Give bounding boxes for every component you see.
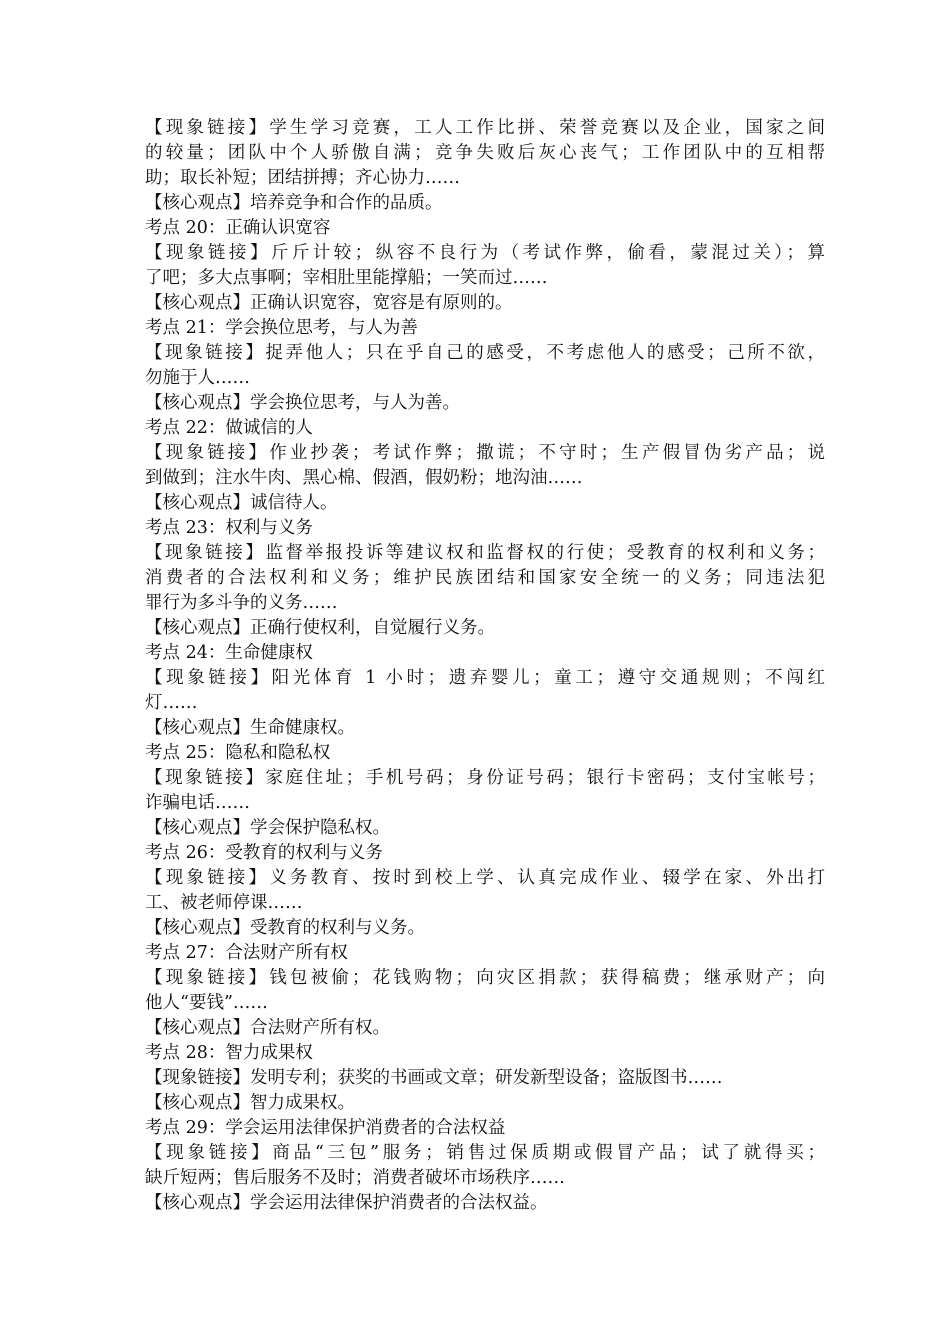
document-body <box>145 116 825 1216</box>
text-line: 的较量；团队中个人骄傲自满；竞争失败后灰心丧气；工作团队中的互相帮 <box>145 143 825 163</box>
text-line: 【核心观点】智力成果权。 <box>145 1093 355 1113</box>
text-line: 助；取长补短；团结拼搏；齐心协力…… <box>145 168 460 188</box>
text-line: 考点 26：受教育的权利与义务 <box>145 843 383 863</box>
text-line: 【核心观点】学会保护隐私权。 <box>145 818 390 838</box>
text-line: 考点 29：学会运用法律保护消费者的合法权益 <box>145 1118 506 1138</box>
text-line: 考点 24：生命健康权 <box>145 643 313 663</box>
text-line: 考点 23：权利与义务 <box>145 518 313 538</box>
text-line: 【核心观点】正确认识宽容，宽容是有原则的。 <box>145 293 513 313</box>
text-line: 【现象链接】家庭住址；手机号码；身份证号码；银行卡密码；支付宝帐号； <box>145 768 825 788</box>
text-line: 诈骗电话…… <box>145 793 250 813</box>
text-line: 【现象链接】商品“三包”服务；销售过保质期或假冒产品；试了就得买； <box>145 1143 825 1163</box>
text-line: 考点 22：做诚信的人 <box>145 418 313 438</box>
text-line: 【现象链接】阳光体育 1 小时；遗弃婴儿；童工；遵守交通规则；不闯红 <box>145 668 825 688</box>
text-line: 【现象链接】钱包被偷；花钱购物；向灾区捐款；获得稿费；继承财产；向 <box>145 968 825 988</box>
text-line: 考点 21：学会换位思考，与人为善 <box>145 318 418 338</box>
text-line: 【核心观点】受教育的权利与义务。 <box>145 918 425 938</box>
text-line: 灯…… <box>145 693 198 713</box>
text-line: 罪行为多斗争的义务…… <box>145 593 338 613</box>
text-line: 考点 25：隐私和隐私权 <box>145 743 331 763</box>
text-line: 【现象链接】监督举报投诉等建议权和监督权的行使；受教育的权利和义务； <box>145 543 825 563</box>
text-line: 考点 27：合法财产所有权 <box>145 943 348 963</box>
text-line: 【核心观点】合法财产所有权。 <box>145 1018 390 1038</box>
text-line: 【核心观点】正确行使权利，自觉履行义务。 <box>145 618 495 638</box>
text-line: 【现象链接】作业抄袭；考试作弊；撒谎；不守时；生产假冒伪劣产品；说 <box>145 443 825 463</box>
text-line: 消费者的合法权利和义务；维护民族团结和国家安全统一的义务；同违法犯 <box>145 568 825 588</box>
text-line: 缺斤短两；售后服务不及时；消费者破坏市场秩序…… <box>145 1168 565 1188</box>
text-line: 了吧；多大点事啊；宰相肚里能撑船；一笑而过…… <box>145 268 548 288</box>
text-line: 到做到；注水牛肉、黑心棉、假酒，假奶粉；地沟油…… <box>145 468 583 488</box>
text-line: 【核心观点】学会运用法律保护消费者的合法权益。 <box>145 1193 548 1213</box>
text-line: 【现象链接】义务教育、按时到校上学、认真完成作业、辍学在家、外出打 <box>145 868 825 888</box>
text-line: 【现象链接】捉弄他人；只在乎自己的感受，不考虑他人的感受；己所不欲， <box>145 343 825 363</box>
text-line: 【现象链接】斤斤计较；纵容不良行为（考试作弊，偷看，蒙混过关）；算 <box>145 243 825 263</box>
text-line: 【核心观点】生命健康权。 <box>145 718 355 738</box>
text-line: 工、被老师停课…… <box>145 893 303 913</box>
text-line: 他人“要钱”…… <box>145 993 268 1013</box>
text-line: 【现象链接】学生学习竞赛，工人工作比拼、荣誉竞赛以及企业，国家之间 <box>145 118 825 138</box>
text-line: 【现象链接】发明专利；获奖的书画或文章；研发新型设备；盗版图书…… <box>145 1068 723 1088</box>
text-line: 【核心观点】学会换位思考，与人为善。 <box>145 393 460 413</box>
text-line: 勿施于人…… <box>145 368 250 388</box>
text-line: 考点 28：智力成果权 <box>145 1043 313 1063</box>
text-line: 考点 20：正确认识宽容 <box>145 218 331 238</box>
text-line: 【核心观点】培养竞争和合作的品质。 <box>145 193 443 213</box>
text-line: 【核心观点】诚信待人。 <box>145 493 338 513</box>
